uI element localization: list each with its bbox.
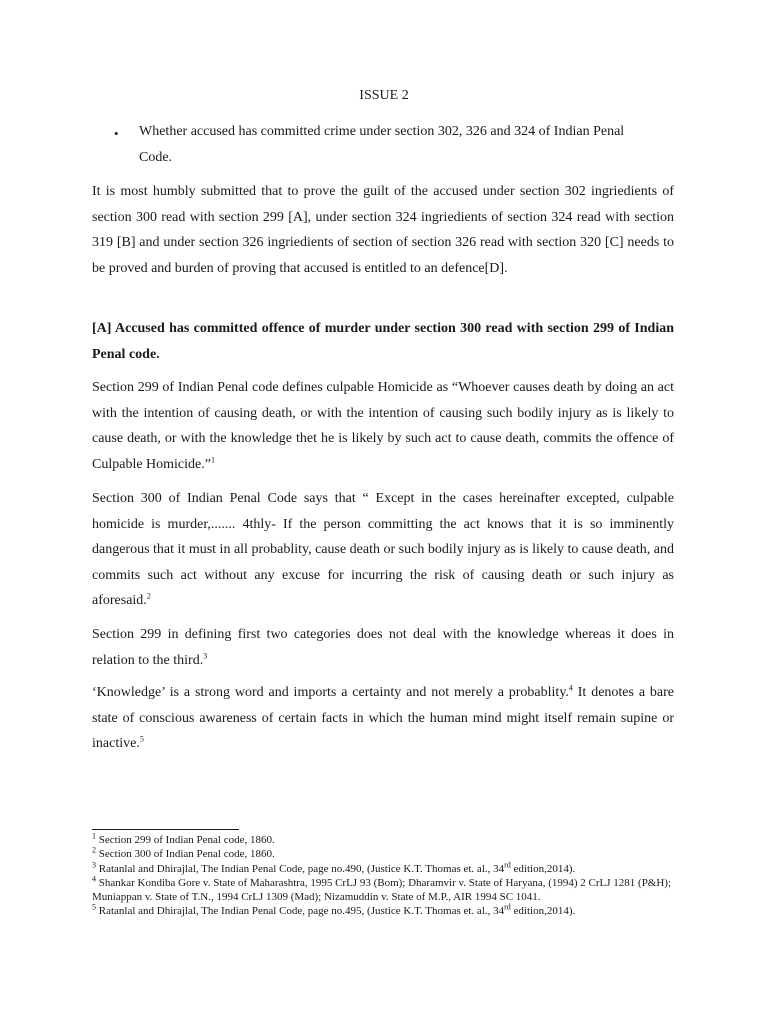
footnote-3: $^3$ Ratanlal and Dhirajlal, The Indian Penal Code, page no.490, (Justice K.T. Thomas et. al., 34rd edition,2014). <box>92 859 576 875</box>
footnote-ref-1: 1 <box>210 454 215 464</box>
issue-heading: ISSUE 2 <box>359 88 409 103</box>
knowledge-definition-paragraph: ‘Knowledge’ is a strong word and imports a certainty and not merely a probablity.$^4$ It denotes a bare state of conscious awareness of certain facts in which the human mind might itself remain supine or inactive.$^5$ <box>92 683 674 751</box>
section-subheading-a: [A] Accused has committed offence of murder under section 300 read with section 299 of Indian Penal code. <box>92 321 674 362</box>
knowledge-categories-paragraph: Section 299 in defining first two categories does not deal with the knowledge whereas it does in relation to the third.$^3$ <box>92 627 674 668</box>
submission-paragraph: It is most humbly submitted that to prove the guilt of the accused under section 302 ingriedients of section 300 read with section 299 [A], under section 324 ingriedients of section 324 read with section 319 [B] and under section 326 ingriedients of section of section 326 read with section 320 [C] needs to be proved and burden of proving that accused is entitled to an defence[D]. <box>92 184 674 276</box>
footnote-2: $^2$ Section 300 of Indian Penal code, 1860. <box>92 845 275 861</box>
section-299-paragraph: Section 299 of Indian Penal code defines culpable Homicide as “Whoever causes death by doing an act with the intention of causing death, or with the intention of causing such bodily injury as is likely to cause death, or with the knowledge thet he is likely by such act to cause death, commits the offence of Culpable Homicide.”$^1$ <box>92 380 674 472</box>
footnote-ref-4: 4 <box>568 683 573 693</box>
footnotes <box>92 833 677 919</box>
footnote-ref-5: 5 <box>139 734 144 744</box>
bullet-icon: • <box>114 126 119 141</box>
footnote-5: $^5$ Ratanlal and Dhirajlal, The Indian Penal Code, page no.495, (Justice K.T. Thomas et. al., 34rd edition,2014). <box>92 902 576 918</box>
footnote-ref-2: 2 <box>146 591 151 601</box>
footnote-4: $^4$ Shankar Kondiba Gore v. State of Maharashtra, 1995 CrLJ 93 (Bom); Dharamvir v. State of Haryana, (1994) 2 CrLJ 1281 (P&H); Muniappan v. State of T.N., 1994 CrLJ 1309 (Mad); Nizamuddin v. State of M.P., AIR 1994 SC 1041. <box>92 874 672 904</box>
footnote-ref-3: 3 <box>203 650 208 660</box>
section-300-paragraph: Section 300 of Indian Penal Code says that “ Except in the cases hereinafter excepted, culpable homicide is murder,....... 4thly- If the person committing the act knows that it is so imminently dangerous that it must in all probablity, cause death or such bodily injury as is likely to cause death, and commits such act without any excuse for incurring the risk of causing death or such injury as aforesaid.$^2$ <box>92 491 674 608</box>
footnote-separator <box>92 829 239 830</box>
footnote-1: $^1$ Section 299 of Indian Penal code, 1860. <box>92 831 275 846</box>
issue-question: Whether accused has committed crime under section 302, 326 and 324 of Indian Penal Code. <box>139 124 625 165</box>
